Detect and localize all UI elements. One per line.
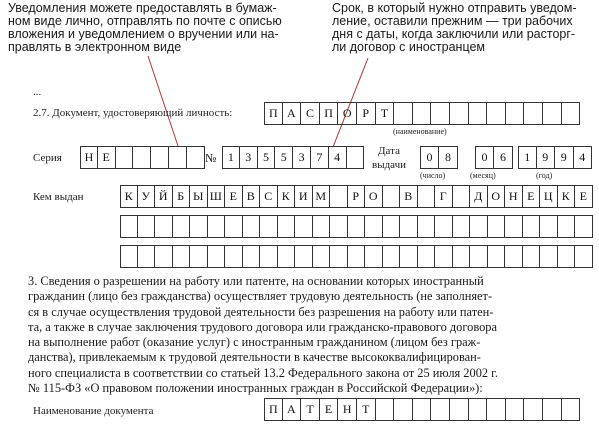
char-cell[interactable]: С bbox=[301, 102, 320, 125]
number-sign: № bbox=[205, 151, 217, 165]
char-cell[interactable] bbox=[243, 245, 261, 268]
char-cell[interactable] bbox=[116, 146, 134, 169]
char-cell[interactable] bbox=[187, 146, 205, 169]
char-cell[interactable]: Т bbox=[357, 398, 376, 421]
char-cell[interactable] bbox=[120, 245, 138, 268]
char-cell[interactable] bbox=[431, 398, 450, 421]
char-cell[interactable] bbox=[365, 215, 383, 238]
char-cell[interactable] bbox=[418, 215, 436, 238]
char-cell[interactable]: Е bbox=[225, 185, 243, 208]
char-cell[interactable] bbox=[190, 215, 208, 238]
char-cell[interactable] bbox=[225, 245, 243, 268]
section3-line: 3. Сведения о разрешении на работу или патенте, на основании которых иностранный bbox=[28, 274, 484, 288]
char-cell[interactable] bbox=[543, 398, 562, 421]
char-cell[interactable] bbox=[469, 102, 488, 125]
char-cell[interactable]: 6 bbox=[494, 146, 513, 169]
issued-label: Кем выдан bbox=[33, 191, 84, 203]
doc-caption: (наименование) bbox=[393, 127, 447, 136]
char-cell[interactable]: Т bbox=[376, 102, 395, 125]
char-cell[interactable] bbox=[169, 146, 187, 169]
char-cell[interactable]: 7 bbox=[311, 146, 329, 169]
char-cell[interactable] bbox=[313, 215, 331, 238]
char-cell[interactable]: Й bbox=[155, 185, 173, 208]
char-cell[interactable] bbox=[347, 146, 365, 169]
char-cell[interactable]: Н bbox=[80, 146, 98, 169]
char-cell[interactable]: М bbox=[313, 185, 331, 208]
char-cell[interactable] bbox=[450, 102, 469, 125]
date-label: Дата выдачи bbox=[372, 145, 407, 171]
docname-cells bbox=[264, 398, 580, 421]
char-cell[interactable]: О bbox=[338, 102, 357, 125]
char-cell[interactable]: П bbox=[264, 102, 283, 125]
char-cell[interactable]: А bbox=[283, 398, 302, 421]
char-cell[interactable] bbox=[453, 215, 471, 238]
char-cell[interactable] bbox=[558, 215, 576, 238]
section3-line: данства), привлекаемым к трудовой деятельности в качестве высококвалифицирован- bbox=[28, 350, 481, 365]
char-cell[interactable] bbox=[418, 185, 436, 208]
char-cell[interactable] bbox=[225, 215, 243, 238]
char-cell[interactable] bbox=[540, 215, 558, 238]
ellipsis: ... bbox=[33, 86, 42, 98]
char-cell[interactable] bbox=[295, 245, 313, 268]
char-cell[interactable]: О bbox=[488, 185, 506, 208]
char-cell[interactable]: 3 bbox=[293, 146, 311, 169]
char-cell[interactable] bbox=[413, 398, 432, 421]
char-cell[interactable] bbox=[383, 245, 401, 268]
section3-text bbox=[28, 274, 594, 396]
char-cell[interactable] bbox=[365, 245, 383, 268]
char-cell[interactable] bbox=[330, 185, 348, 208]
char-cell[interactable]: Е bbox=[98, 146, 116, 169]
char-cell[interactable] bbox=[138, 215, 156, 238]
char-cell[interactable] bbox=[243, 215, 261, 238]
docname-label: Наименование документа bbox=[33, 405, 154, 417]
char-cell[interactable] bbox=[330, 245, 348, 268]
year-caption: (год) bbox=[536, 171, 553, 180]
char-cell[interactable]: 0 bbox=[420, 146, 439, 169]
char-cell[interactable]: Б bbox=[173, 185, 191, 208]
char-cell[interactable] bbox=[348, 215, 366, 238]
note-left-line: вложения и уведомлением о вручении или на- bbox=[8, 27, 279, 41]
char-cell[interactable]: К bbox=[558, 185, 576, 208]
char-cell[interactable] bbox=[453, 245, 471, 268]
char-cell[interactable]: 9 bbox=[555, 146, 574, 169]
char-cell[interactable] bbox=[469, 398, 488, 421]
char-cell[interactable] bbox=[505, 215, 523, 238]
char-cell[interactable] bbox=[155, 245, 173, 268]
char-cell[interactable] bbox=[431, 102, 450, 125]
section3-line: ся в случае осуществления трудовой деятельности без разрешения на работу или патен- bbox=[28, 304, 494, 319]
char-cell[interactable]: Ы bbox=[190, 185, 208, 208]
char-cell[interactable] bbox=[505, 245, 523, 268]
char-cell[interactable] bbox=[208, 245, 226, 268]
note-left-line: Уведомления можете предоставлять в бумаж- bbox=[8, 1, 277, 15]
char-cell[interactable]: О bbox=[365, 185, 383, 208]
note-left-line: правлять в электронном виде bbox=[8, 40, 182, 54]
char-cell[interactable]: К bbox=[120, 185, 138, 208]
section3-line: № 115-ФЗ «О правовом положении иностранных граждан в Российской Федерации»): bbox=[28, 381, 483, 396]
char-cell[interactable] bbox=[435, 215, 453, 238]
day-caption: (число) bbox=[420, 171, 446, 180]
month-caption: (месяц) bbox=[470, 171, 496, 180]
char-cell[interactable] bbox=[506, 102, 525, 125]
char-cell[interactable] bbox=[524, 102, 543, 125]
char-cell[interactable] bbox=[488, 245, 506, 268]
char-cell[interactable]: В bbox=[243, 185, 261, 208]
char-cell[interactable]: Т bbox=[301, 398, 320, 421]
char-cell[interactable]: Р bbox=[357, 102, 376, 125]
number-cells bbox=[222, 146, 364, 169]
char-cell[interactable] bbox=[558, 245, 576, 268]
char-cell[interactable]: У bbox=[138, 185, 156, 208]
char-cell[interactable] bbox=[190, 245, 208, 268]
char-cell[interactable] bbox=[487, 102, 506, 125]
char-cell[interactable] bbox=[155, 215, 173, 238]
char-cell[interactable]: 3 bbox=[240, 146, 258, 169]
month-cells bbox=[475, 146, 513, 169]
char-cell[interactable] bbox=[470, 245, 488, 268]
char-cell[interactable] bbox=[453, 185, 471, 208]
char-cell[interactable] bbox=[523, 245, 541, 268]
char-cell[interactable]: Е bbox=[575, 185, 593, 208]
char-cell[interactable]: 1 bbox=[518, 146, 537, 169]
char-cell[interactable] bbox=[383, 185, 401, 208]
char-cell[interactable] bbox=[383, 215, 401, 238]
char-cell[interactable] bbox=[138, 245, 156, 268]
char-cell[interactable] bbox=[394, 398, 413, 421]
char-cell[interactable] bbox=[330, 215, 348, 238]
note-left-line: ном виде лично, отправлять по почте с описью bbox=[8, 14, 282, 28]
char-cell[interactable] bbox=[418, 245, 436, 268]
issued-row-2 bbox=[120, 215, 593, 238]
char-cell[interactable] bbox=[488, 215, 506, 238]
char-cell[interactable] bbox=[523, 215, 541, 238]
char-cell[interactable]: П bbox=[320, 102, 339, 125]
char-cell[interactable] bbox=[376, 398, 395, 421]
char-cell[interactable]: 0 bbox=[475, 146, 494, 169]
char-cell[interactable] bbox=[260, 245, 278, 268]
char-cell[interactable]: Ш bbox=[208, 185, 226, 208]
char-cell[interactable] bbox=[348, 245, 366, 268]
char-cell[interactable]: Р bbox=[348, 185, 366, 208]
char-cell[interactable]: 4 bbox=[574, 146, 593, 169]
char-cell[interactable]: 1 bbox=[222, 146, 240, 169]
char-cell[interactable] bbox=[400, 245, 418, 268]
char-cell[interactable] bbox=[540, 245, 558, 268]
year-cells bbox=[518, 146, 592, 169]
char-cell[interactable] bbox=[278, 245, 296, 268]
char-cell[interactable] bbox=[278, 215, 296, 238]
char-cell[interactable]: И bbox=[295, 185, 313, 208]
char-cell[interactable] bbox=[151, 146, 169, 169]
char-cell[interactable]: П bbox=[264, 398, 283, 421]
char-cell[interactable] bbox=[394, 102, 413, 125]
char-cell[interactable]: А bbox=[283, 102, 302, 125]
char-cell[interactable] bbox=[506, 398, 525, 421]
char-cell[interactable] bbox=[524, 398, 543, 421]
char-cell[interactable] bbox=[400, 215, 418, 238]
char-cell[interactable]: Д bbox=[470, 185, 488, 208]
char-cell[interactable]: Н bbox=[338, 398, 357, 421]
char-cell[interactable]: 8 bbox=[439, 146, 458, 169]
char-cell[interactable] bbox=[487, 398, 506, 421]
note-right-line: ление, оставили прежним — три рабочих bbox=[332, 14, 573, 28]
doc-name-cells bbox=[264, 102, 580, 125]
note-right-line: ли договор с иностранцем bbox=[332, 40, 486, 54]
char-cell[interactable]: Г bbox=[435, 185, 453, 208]
series-label: Серия bbox=[33, 152, 62, 164]
char-cell[interactable] bbox=[470, 215, 488, 238]
char-cell[interactable] bbox=[133, 146, 151, 169]
section3-line: та, а также в случае заключения трудового договора или гражданско-правового договора bbox=[28, 319, 497, 334]
char-cell[interactable] bbox=[173, 215, 191, 238]
note-right-line: Срок, в который нужно отправить уведом- bbox=[332, 1, 577, 15]
note-right-line: дня с даты, когда заключили или расторг- bbox=[332, 27, 576, 41]
char-cell[interactable] bbox=[450, 398, 469, 421]
char-cell[interactable] bbox=[575, 215, 593, 238]
char-cell[interactable]: В bbox=[400, 185, 418, 208]
char-cell[interactable] bbox=[173, 245, 191, 268]
char-cell[interactable]: Н bbox=[505, 185, 523, 208]
char-cell[interactable] bbox=[413, 102, 432, 125]
section3-line: гражданин (лицо без гражданства) осуществляет трудовую деятельность (не заполняет- bbox=[28, 289, 493, 304]
char-cell[interactable]: Е bbox=[320, 398, 339, 421]
char-cell[interactable] bbox=[260, 215, 278, 238]
char-cell[interactable]: Е bbox=[523, 185, 541, 208]
issued-row-3 bbox=[120, 245, 593, 268]
char-cell[interactable] bbox=[295, 215, 313, 238]
char-cell[interactable]: С bbox=[260, 185, 278, 208]
issued-row-1 bbox=[120, 185, 593, 208]
doc-label: 2.7. Документ, удостоверяющий личность: bbox=[33, 107, 233, 119]
char-cell[interactable]: 4 bbox=[329, 146, 347, 169]
char-cell[interactable] bbox=[562, 398, 581, 421]
char-cell[interactable] bbox=[208, 215, 226, 238]
char-cell[interactable]: 5 bbox=[258, 146, 276, 169]
char-cell[interactable] bbox=[313, 245, 331, 268]
char-cell[interactable]: 5 bbox=[275, 146, 293, 169]
leader-line-left bbox=[148, 56, 178, 146]
section3-line: на выполнение работ (оказание услуг) с иностранным гражданином (лицом без граж- bbox=[28, 335, 481, 350]
char-cell[interactable]: 9 bbox=[537, 146, 556, 169]
char-cell[interactable] bbox=[562, 102, 581, 125]
char-cell[interactable]: Ц bbox=[540, 185, 558, 208]
char-cell[interactable]: К bbox=[278, 185, 296, 208]
char-cell[interactable] bbox=[543, 102, 562, 125]
series-cells bbox=[80, 146, 205, 169]
char-cell[interactable] bbox=[575, 245, 593, 268]
section3-line: ного специалиста в соответствии со статьей 13.2 Федерального закона от 25 июля 2002 г. bbox=[28, 365, 498, 380]
char-cell[interactable] bbox=[435, 245, 453, 268]
char-cell[interactable] bbox=[120, 215, 138, 238]
day-cells bbox=[420, 146, 458, 169]
